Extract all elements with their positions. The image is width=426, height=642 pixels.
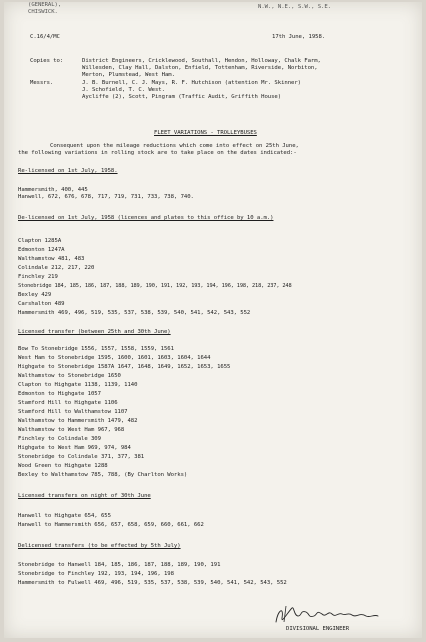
list-item: Clapton 1285A: [18, 238, 62, 244]
list-item: Stamford Hill to Highgate 1106: [18, 400, 118, 406]
signature-title: DIVISIONAL ENGINEER: [286, 626, 350, 632]
list-item: Walthamstow to Stonebridge 1650: [18, 373, 121, 379]
list-item: Walthamstow to West Ham 967, 968: [18, 427, 125, 433]
list-item: Stonebridge to Finchley 192, 193, 194, 196, 198: [18, 571, 174, 577]
list-item: Finchley to Colindale 309: [18, 436, 101, 442]
messrs-line-3: Aycliffe (2), Scott, Pingram (Traffic Audit, Griffith House): [82, 94, 282, 100]
list-item: Stonebridge 184, 185, 186, 187, 188, 189, 190, 191, 192, 193, 194, 196, 198, 218, 237, 248: [18, 283, 292, 289]
list-item: Stonebridge to Colindale 371, 377, 381: [18, 454, 145, 460]
intro-line-2: the following variations in rolling stock are to take place on the dates indicated:-: [18, 150, 297, 156]
letterhead-right-1: N.W., N.E., S.W., S.E.: [258, 4, 331, 10]
section-title-delicensed-transfers: Delicensed transfers (to be effected by 5th July): [18, 543, 181, 549]
document-heading: FLEET VARIATIONS - TROLLEYBUSES: [154, 130, 257, 136]
section-title-night-transfers: Licensed transfers on night of 30th June: [18, 493, 151, 499]
copies-label: Copies to:: [30, 58, 64, 64]
section-title-delicensed: De-licensed on 1st July, 1958 (licences and plates to this office by 10 a.m.): [18, 215, 274, 221]
document-date: 17th June, 1958.: [272, 34, 326, 40]
intro-line-1: Consequent upon the mileage reductions which come into effect on 25th June,: [50, 143, 299, 149]
list-item: Hammersmith to Fulwell 469, 496, 519, 535, 537, 538, 539, 540, 541, 542, 543, 552: [18, 580, 287, 586]
list-item: Highgate to West Ham 969, 974, 984: [18, 445, 131, 451]
list-item: Highgate to Stonebridge 1587A 1647, 1648, 1649, 1652, 1653, 1655: [18, 364, 231, 370]
list-item: Edmonton to Highgate 1057: [18, 391, 101, 397]
list-item: Bow To Stonebridge 1556, 1557, 1558, 1559, 1561: [18, 346, 174, 352]
list-item: Hanwell to Hammersmith 656, 657, 658, 659, 660, 661, 662: [18, 522, 204, 528]
messrs-label: Messrs.: [30, 80, 54, 86]
copies-line-2: Willesden, Clay Hall, Dalston, Enfield, Tottenham, Riverside, Norbiton,: [82, 65, 318, 71]
list-item: Finchley 219: [18, 274, 58, 280]
list-item: Clapton to Highgate 1138, 1139, 1140: [18, 382, 138, 388]
document-page: [4, 2, 422, 638]
list-item: Stonebridge to Hanwell 184, 185, 186, 187, 188, 189, 190, 191: [18, 562, 221, 568]
list-item: Hanwell, 672, 676, 678, 717, 719, 731, 733, 738, 740.: [18, 194, 194, 200]
copies-line-1: District Engineers, Cricklewood, Southall, Hendon, Holloway, Chalk Farm,: [82, 58, 321, 64]
list-item: Hanwell to Highgate 654, 655: [18, 513, 111, 519]
list-item: Hammersmith, 400, 445: [18, 187, 88, 193]
list-item: Carshalton 489: [18, 301, 65, 307]
messrs-line-1: J. B. Burnell, C. J. Mays, R. F. Hutchison (attention Mr. Skinner): [82, 80, 301, 86]
messrs-line-2: J. Schofield, T. C. West.: [82, 87, 165, 93]
list-item: Colindale 212, 217, 220: [18, 265, 95, 271]
list-item: Wood Green to Highgate 1288: [18, 463, 108, 469]
list-item: Bexley 429: [18, 292, 52, 298]
list-item: Bexley to Walthamstow 785, 788, (By Charlton Works): [18, 472, 188, 478]
copies-line-3: Merton, Plumstead, West Ham.: [82, 72, 175, 78]
list-item: Walthamstow 481, 483: [18, 256, 85, 262]
list-item: Edmonton 1247A: [18, 247, 65, 253]
list-item: Hammersmith 469, 496, 519, 535, 537, 538, 539, 540, 541, 542, 543, 552: [18, 310, 251, 316]
reference-number: C.16/4/MC: [30, 34, 60, 40]
letterhead-left-1: (GENERAL),: [28, 2, 62, 8]
section-title-relicensed: Re-licensed on 1st July, 1958.: [18, 168, 118, 174]
list-item: Stamford Hill to Walthamstow 1107: [18, 409, 128, 415]
list-item: West Ham to Stonebridge 1595, 1600, 1601, 1603, 1604, 1644: [18, 355, 211, 361]
letterhead-left-2: CHISWICK.: [28, 9, 58, 15]
section-title-licensed-transfer: Licensed transfer (between 25th and 30th June): [18, 329, 171, 335]
handwritten-signature: [272, 602, 382, 626]
list-item: Walthamstow to Hammersmith 1479, 482: [18, 418, 138, 424]
